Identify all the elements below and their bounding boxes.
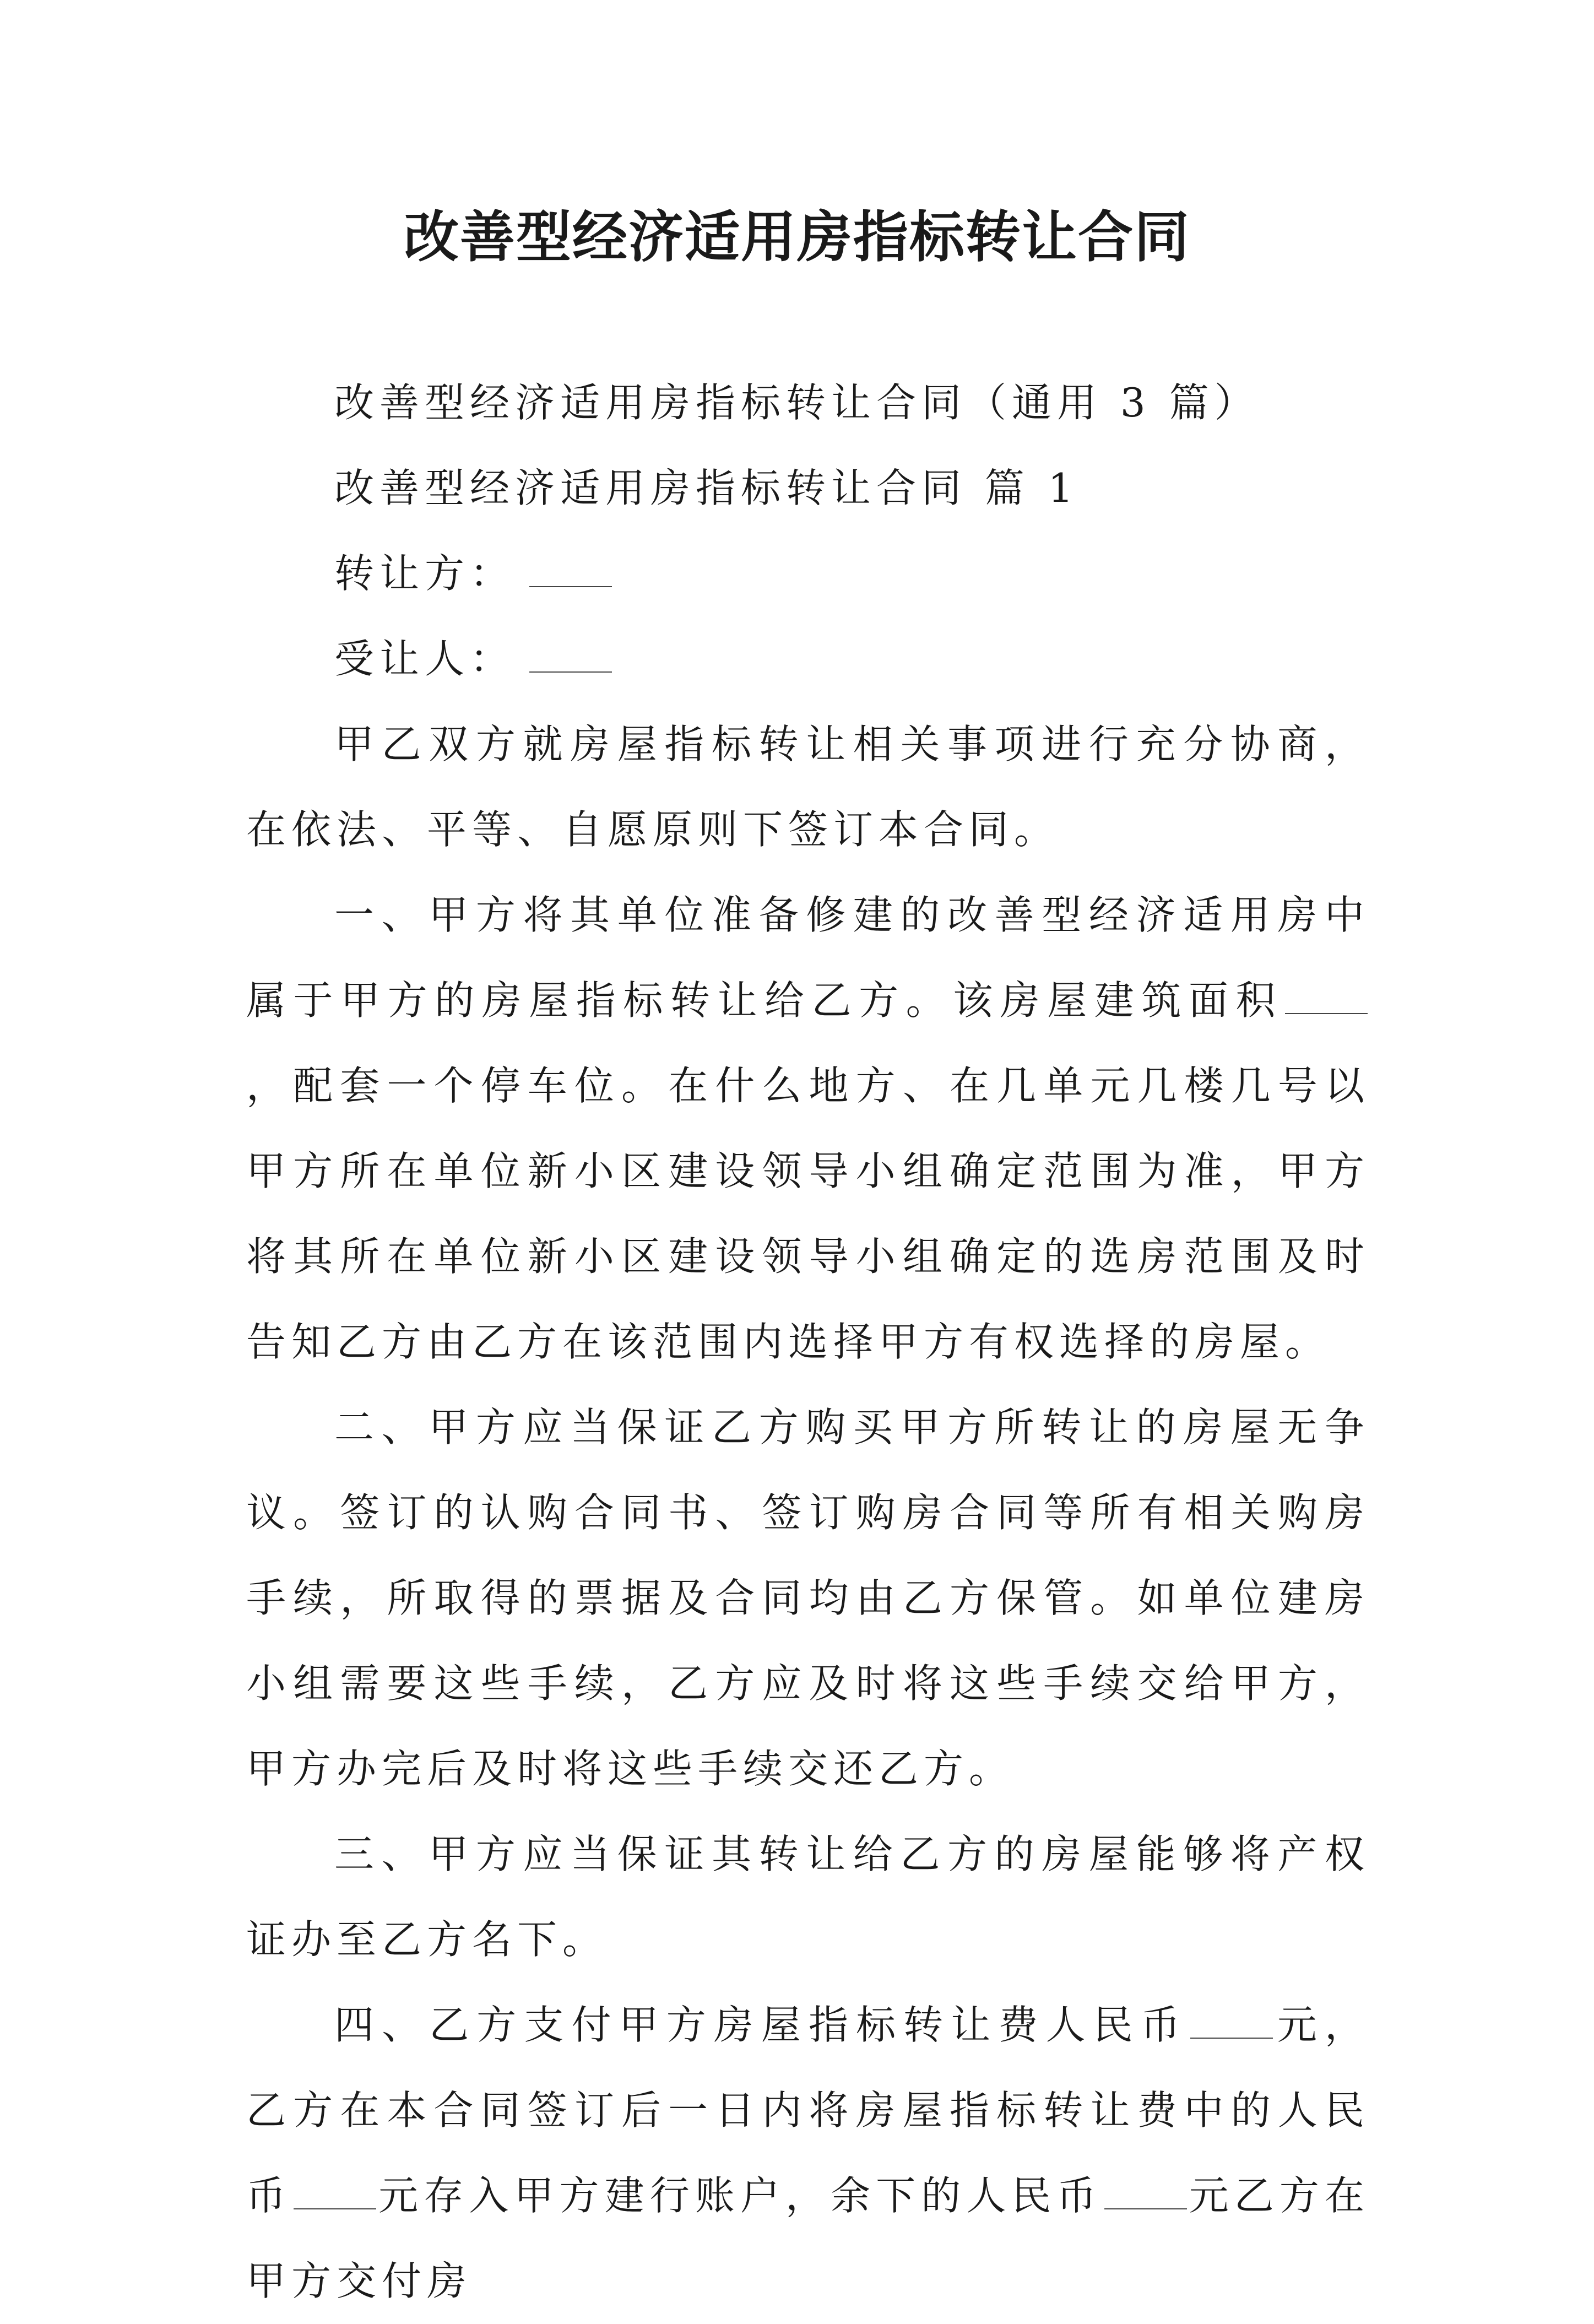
area-blank bbox=[1285, 980, 1368, 1014]
fee-total-blank bbox=[1190, 2005, 1273, 2039]
document-body bbox=[246, 360, 1370, 2324]
clause-4: 四、乙方支付甲方房屋指标转让费人民币 元，乙方在本合同签订后一日内将房屋指标转让费中的人民币 元存入甲方建行账户，余下的人民币 元乙方在甲方交付房 bbox=[246, 2002, 1370, 2304]
document-title: 改善型经济适用房指标转让合同 bbox=[404, 204, 1190, 269]
clause-1: 一、甲方将其单位准备修建的改善型经济适用房中属于甲方的房屋指标转让给乙方。该房屋建筑面积，配套一个停车位。在什么地方、在几单元几楼几号以甲方所在单位新小区建设领导小组确定范围为准，甲方将其所在单位新小区建设领导小组确定的选房范围及时告知乙方由乙方在该范围内选择甲方有权选择的房屋。 bbox=[246, 892, 1370, 1365]
transferee-line: 受让人： bbox=[246, 616, 1370, 702]
clause-3: 三、甲方应当保证其转让给乙方的房屋能够将产权证办至乙方名下。 bbox=[246, 1831, 1370, 1963]
fee-deposit-blank bbox=[294, 2175, 376, 2209]
clause-2: 二、甲方应当保证乙方购买甲方所转让的房屋无争议。签订的认购合同书、签订购房合同等所有相关购房手续，所取得的票据及合同均由乙方保管。如单位建房小组需要这些手续，乙方应及时将这些手续交给甲方，甲方办完后及时将这些手续交还乙方。 bbox=[246, 1404, 1370, 1792]
subtitle: 改善型经济适用房指标转让合同（通用 3 篇） bbox=[334, 380, 1260, 426]
section-heading: 改善型经济适用房指标转让合同 篇 1 bbox=[334, 465, 1079, 511]
transferor-blank bbox=[529, 553, 612, 587]
fee-remainder-blank bbox=[1104, 2175, 1187, 2209]
transferor-line: 转让方： bbox=[246, 531, 1370, 616]
intro-paragraph: 甲乙双方就房屋指标转让相关事项进行充分协商，在依法、平等、自愿原则下签订本合同。 bbox=[246, 721, 1370, 853]
transferee-blank bbox=[529, 638, 612, 673]
